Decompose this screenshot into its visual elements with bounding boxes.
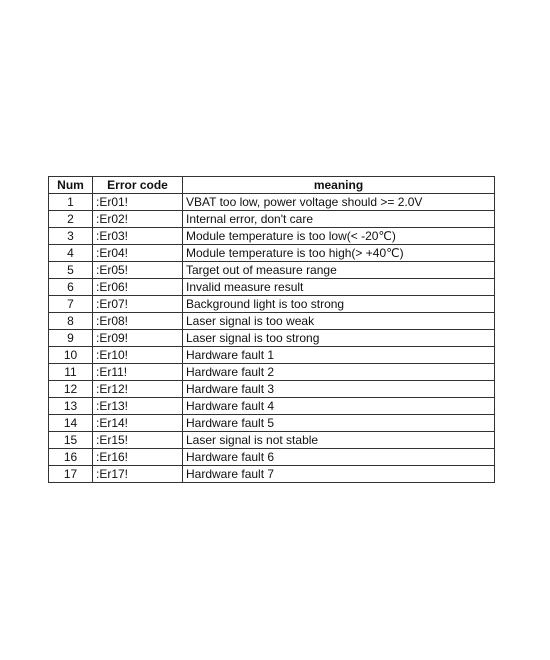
row-num-cell: 12: [49, 381, 93, 398]
table-row: [49, 347, 495, 364]
row-num-cell: 8: [49, 313, 93, 330]
table-row: [49, 466, 495, 483]
row-num-cell: 2: [49, 211, 93, 228]
row-meaning-cell: Target out of measure range: [183, 262, 495, 279]
table-body: [49, 194, 495, 483]
row-meaning-cell: Laser signal is too strong: [183, 330, 495, 347]
row-error-code-cell: :Er01!: [93, 194, 183, 211]
row-error-code-cell: :Er13!: [93, 398, 183, 415]
row-error-code-cell: :Er05!: [93, 262, 183, 279]
header-num: Num: [49, 177, 93, 194]
table-row: [49, 279, 495, 296]
row-num-cell: 14: [49, 415, 93, 432]
row-meaning-cell: Laser signal is too weak: [183, 313, 495, 330]
row-meaning-cell: Invalid measure result: [183, 279, 495, 296]
row-error-code-cell: :Er12!: [93, 381, 183, 398]
row-meaning-cell: Hardware fault 1: [183, 347, 495, 364]
header-meaning: meaning: [183, 177, 495, 194]
table-row: [49, 398, 495, 415]
table-row: [49, 432, 495, 449]
row-error-code-cell: :Er14!: [93, 415, 183, 432]
table-row: [49, 228, 495, 245]
row-error-code-cell: :Er17!: [93, 466, 183, 483]
row-meaning-cell: VBAT too low, power voltage should >= 2.0V: [183, 194, 495, 211]
row-num-cell: 17: [49, 466, 93, 483]
row-num-cell: 16: [49, 449, 93, 466]
row-error-code-cell: :Er04!: [93, 245, 183, 262]
row-error-code-cell: :Er16!: [93, 449, 183, 466]
row-num-cell: 10: [49, 347, 93, 364]
row-error-code-cell: :Er10!: [93, 347, 183, 364]
table-row: [49, 330, 495, 347]
table-row: [49, 313, 495, 330]
table-row: [49, 296, 495, 313]
table-header-row: [49, 177, 495, 194]
table-row: [49, 194, 495, 211]
row-meaning-cell: Background light is too strong: [183, 296, 495, 313]
row-num-cell: 13: [49, 398, 93, 415]
row-num-cell: 5: [49, 262, 93, 279]
row-num-cell: 3: [49, 228, 93, 245]
row-meaning-cell: Hardware fault 5: [183, 415, 495, 432]
row-meaning-cell: Hardware fault 3: [183, 381, 495, 398]
row-num-cell: 11: [49, 364, 93, 381]
row-num-cell: 6: [49, 279, 93, 296]
row-meaning-cell: Hardware fault 4: [183, 398, 495, 415]
row-num-cell: 1: [49, 194, 93, 211]
row-meaning-cell: Hardware fault 6: [183, 449, 495, 466]
row-error-code-cell: :Er09!: [93, 330, 183, 347]
row-error-code-cell: :Er15!: [93, 432, 183, 449]
table-row: [49, 415, 495, 432]
row-meaning-cell: Internal error, don't care: [183, 211, 495, 228]
row-num-cell: 4: [49, 245, 93, 262]
row-error-code-cell: :Er11!: [93, 364, 183, 381]
table-row: [49, 211, 495, 228]
header-error-code: Error code: [93, 177, 183, 194]
row-meaning-cell: Module temperature is too high(> +40℃): [183, 245, 495, 262]
row-meaning-cell: Module temperature is too low(< -20℃): [183, 228, 495, 245]
error-code-table: [48, 176, 495, 483]
row-error-code-cell: :Er03!: [93, 228, 183, 245]
table-row: [49, 449, 495, 466]
row-error-code-cell: :Er06!: [93, 279, 183, 296]
table-row: [49, 262, 495, 279]
row-error-code-cell: :Er07!: [93, 296, 183, 313]
table-row: [49, 381, 495, 398]
row-error-code-cell: :Er08!: [93, 313, 183, 330]
row-num-cell: 9: [49, 330, 93, 347]
row-num-cell: 15: [49, 432, 93, 449]
row-meaning-cell: Hardware fault 7: [183, 466, 495, 483]
table-row: [49, 245, 495, 262]
row-meaning-cell: Laser signal is not stable: [183, 432, 495, 449]
row-num-cell: 7: [49, 296, 93, 313]
table-row: [49, 364, 495, 381]
row-error-code-cell: :Er02!: [93, 211, 183, 228]
row-meaning-cell: Hardware fault 2: [183, 364, 495, 381]
